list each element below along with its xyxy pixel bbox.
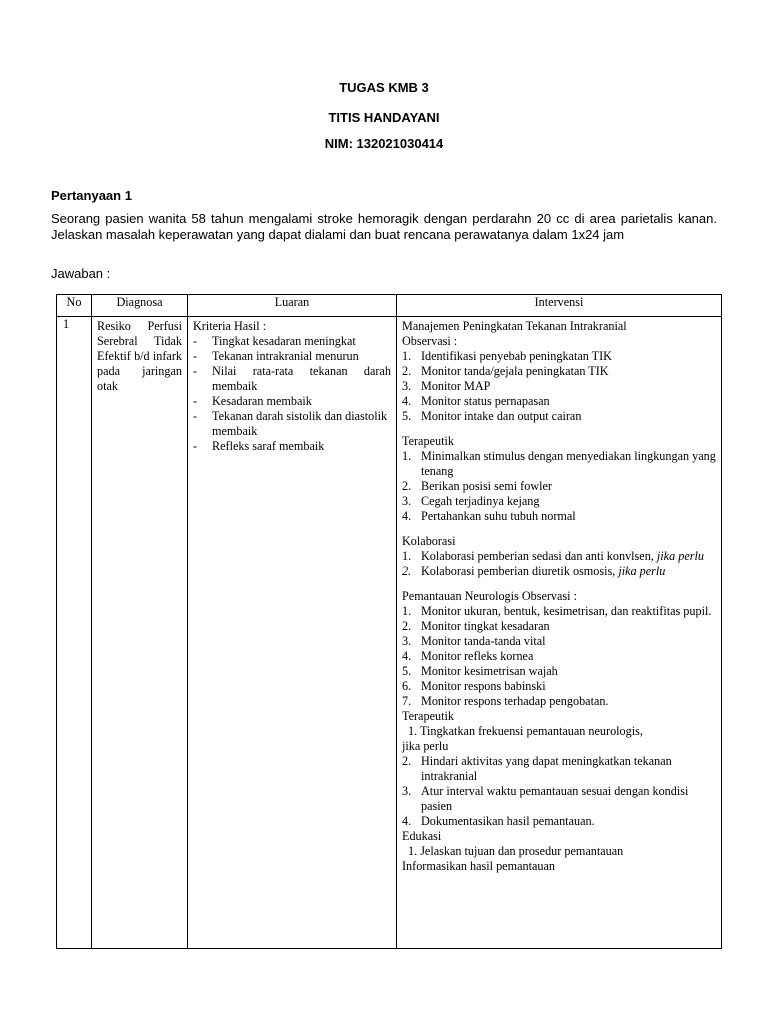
list-item: 2. Kolaborasi pemberian diuretik osmosis, jika perlu bbox=[402, 564, 666, 578]
list-item: 4. Pertahankan suhu tubuh normal bbox=[402, 509, 576, 523]
intervensi-s6-item1: 1. Jelaskan tujuan dan prosedur pemantauan bbox=[408, 844, 624, 858]
list-item: 5. Monitor kesimetrisan wajah bbox=[402, 664, 558, 678]
list-item: 3. Cegah terjadinya kejang bbox=[402, 494, 540, 508]
student-name: TITIS HANDAYANI bbox=[328, 110, 440, 125]
list-item: 4. Monitor status pernapasan bbox=[402, 394, 550, 408]
intervensi-s1-sub: Observasi : bbox=[402, 334, 458, 348]
list-item: 3. Monitor tanda-tanda vital bbox=[402, 634, 546, 648]
intervensi-s6-item2: Informasikan hasil pemantauan bbox=[402, 859, 555, 873]
list-item: 6. Monitor respons babinski bbox=[402, 679, 546, 693]
list-item: 4. Monitor refleks kornea bbox=[402, 649, 534, 663]
intervensi-s2-title: Terapeutik bbox=[402, 434, 454, 448]
header-diagnosa: Diagnosa bbox=[92, 295, 188, 317]
intervensi-s3-title: Kolaborasi bbox=[402, 534, 456, 548]
list-item: 1. Identifikasi penyebab peningkatan TIK bbox=[402, 349, 612, 363]
list-item: 4. Dokumentasikan hasil pemantauan. bbox=[402, 814, 595, 828]
table-row bbox=[57, 317, 722, 949]
intervensi-s5-item1: 1. Tingkatkan frekuensi pemantauan neurologis, bbox=[408, 724, 643, 738]
intervensi-s1-list bbox=[402, 349, 716, 424]
answer-label: Jawaban : bbox=[51, 266, 111, 281]
table-header-row bbox=[57, 295, 722, 317]
cell-no: 1 bbox=[57, 317, 92, 949]
list-item: 3. Monitor MAP bbox=[402, 379, 491, 393]
list-item: 5. Monitor intake dan output cairan bbox=[402, 409, 582, 423]
header-intervensi: Intervensi bbox=[397, 295, 722, 317]
intervensi-s3-list bbox=[402, 549, 716, 579]
intervensi-s5-title: Terapeutik bbox=[402, 709, 454, 723]
list-item: 1. Minimalkan stimulus dengan menyediakan lingkungan yang tenang bbox=[402, 449, 716, 478]
question-body: Seorang pasien wanita 58 tahun mengalami stroke hemoragik dengan perdarahn 20 cc di area parietalis kanan. Jelaskan masalah keperawatan yang dapat dialami dan buat rencana perawatanya dalam 1x24 jam bbox=[51, 211, 717, 242]
header-luaran: Luaran bbox=[188, 295, 397, 317]
list-item: - Refleks saraf membaik bbox=[193, 439, 391, 454]
list-item: - Tekanan darah sistolik dan diastolik membaik bbox=[193, 409, 391, 439]
intervensi-s2-list bbox=[402, 449, 716, 524]
list-item: 1. Monitor ukuran, bentuk, kesimetrisan, dan reaktifitas pupil. bbox=[402, 604, 712, 618]
list-item: 1. Kolaborasi pemberian sedasi dan anti konvlsen, jika perlu bbox=[402, 549, 704, 563]
intervensi-s5-item1-cont: jika perlu bbox=[402, 739, 449, 753]
cell-luaran bbox=[188, 317, 397, 949]
cell-diagnosa: Resiko Perfusi Serebral Tidak Efektif b/d infark pada jaringan otak bbox=[92, 317, 188, 949]
intervensi-s5-list bbox=[402, 754, 716, 829]
list-item: - Tingkat kesadaran meningkat bbox=[193, 334, 391, 349]
intervensi-s1-title: Manajemen Peningkatan Tekanan Intrakranial bbox=[402, 319, 627, 333]
list-item: - Kesadaran membaik bbox=[193, 394, 391, 409]
care-plan-table bbox=[56, 294, 722, 949]
list-item: 2. Monitor tanda/gejala peningkatan TIK bbox=[402, 364, 609, 378]
intervensi-s4-list bbox=[402, 604, 716, 709]
header-no: No bbox=[57, 295, 92, 317]
list-item: - Tekanan intrakranial menurun bbox=[193, 349, 391, 364]
list-item: 2. Monitor tingkat kesadaran bbox=[402, 619, 550, 633]
student-nim: NIM: 132021030414 bbox=[324, 136, 444, 151]
list-item: 7. Monitor respons terhadap pengobatan. bbox=[402, 694, 609, 708]
list-item: 2. Hindari aktivitas yang dapat meningkatkan tekanan intrakranial bbox=[402, 754, 672, 783]
cell-intervensi bbox=[397, 317, 722, 949]
intervensi-s6-title: Edukasi bbox=[402, 829, 442, 843]
document-title: TUGAS KMB 3 bbox=[339, 80, 429, 95]
luaran-list bbox=[193, 334, 391, 454]
list-item: 3. Atur interval waktu pemantauan sesuai dengan kondisi pasien bbox=[402, 784, 689, 813]
question-title: Pertanyaan 1 bbox=[51, 188, 132, 203]
list-item: - Nilai rata-rata tekanan darah membaik bbox=[193, 364, 391, 394]
list-item: 2. Berikan posisi semi fowler bbox=[402, 479, 552, 493]
intervensi-s4-title: Pemantauan Neurologis Observasi : bbox=[402, 589, 577, 603]
luaran-title: Kriteria Hasil : bbox=[193, 319, 267, 333]
